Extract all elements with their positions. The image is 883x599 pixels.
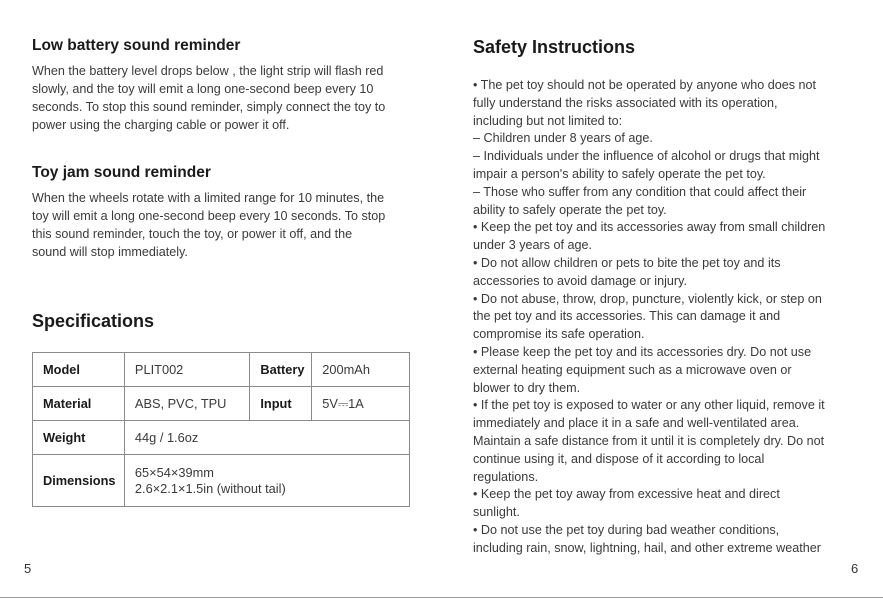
low-battery-text	[32, 62, 422, 134]
low-battery-line: power using the charging cable or power it off.	[32, 118, 290, 132]
safety-line: impair a person's ability to safely operate the pet toy.	[473, 166, 766, 181]
specifications-table	[32, 352, 410, 507]
weight-label: Weight	[33, 421, 125, 455]
safety-line: including rain, snow, lightning, hail, and other extreme weather	[473, 540, 821, 555]
low-battery-line: When the battery level drops below , the light strip will flash red	[32, 64, 384, 78]
safety-line: ability to safely operate the pet toy.	[473, 202, 667, 217]
dimensions-value	[124, 455, 409, 507]
toy-jam-text	[32, 189, 422, 261]
bottom-divider	[0, 597, 883, 598]
safety-line: fully understand the risks associated with its operation,	[473, 95, 778, 110]
safety-line: regulations.	[473, 469, 539, 484]
battery-label: Battery	[250, 353, 312, 387]
toy-jam-line: sound will stop immediately.	[32, 245, 188, 259]
toy-jam-line: toy will emit a long one-second beep every 10 seconds. To stop	[32, 209, 386, 223]
table-row	[33, 353, 410, 387]
safety-line: – Those who suffer from any condition that could affect their	[473, 184, 807, 199]
page-number-right: 6	[851, 561, 859, 576]
left-page	[0, 0, 441, 599]
safety-line: accessories to avoid damage or injury.	[473, 273, 687, 288]
safety-line: Maintain a safe distance from it until it is completely dry. Do not	[473, 433, 825, 448]
low-battery-heading: Low battery sound reminder	[32, 37, 241, 54]
safety-line: – Individuals under the influence of alcohol or drugs that might	[473, 149, 820, 164]
safety-line: – Children under 8 years of age.	[473, 131, 653, 146]
low-battery-line: slowly, and the toy will emit a long one-second beep every 10	[32, 82, 374, 96]
dimensions-imperial: 2.6×2.1×1.5in (without tail)	[134, 480, 286, 496]
page-number-left: 5	[24, 561, 32, 576]
safety-line: • The pet toy should not be operated by anyone who does not	[473, 78, 817, 92]
weight-value: 44g / 1.6oz	[124, 421, 409, 455]
safety-line: • If the pet toy is exposed to water or any other liquid, remove it	[473, 398, 825, 413]
safety-line: compromise its safe operation.	[473, 327, 645, 342]
safety-line: continue using it, and dispose of it according to local	[473, 451, 765, 466]
safety-line: under 3 years of age.	[473, 238, 593, 253]
toy-jam-line: When the wheels rotate with a limited range for 10 minutes, the	[32, 191, 385, 205]
low-battery-line: seconds. To stop this sound reminder, simply connect the toy to	[32, 100, 386, 114]
dimensions-metric: 65×54×39mm	[134, 464, 214, 480]
right-page	[441, 0, 883, 599]
safety-line: • Keep the pet toy away from excessive heat and direct	[473, 487, 780, 502]
battery-value: 200mAh	[312, 353, 410, 387]
table-row	[33, 455, 410, 507]
safety-line: • Keep the pet toy and its accessories away from small children	[473, 220, 826, 235]
model-label: Model	[33, 353, 125, 387]
input-value: 5V⎓1A	[312, 387, 410, 421]
safety-line: • Do not abuse, throw, drop, puncture, violently kick, or step on	[473, 291, 822, 306]
safety-line: • Please keep the pet toy and its accessories dry. Do not use	[473, 344, 812, 359]
material-value: ABS, PVC, TPU	[124, 387, 249, 421]
table-row	[33, 421, 410, 455]
input-label: Input	[250, 387, 312, 421]
toy-jam-line: this sound reminder, touch the toy, or power it off, and the	[32, 227, 353, 241]
safety-line: blower to dry them.	[473, 380, 581, 395]
safety-line: external heating equipment such as a microwave oven or	[473, 362, 792, 377]
dimensions-label: Dimensions	[33, 455, 125, 507]
safety-heading: Safety Instructions	[473, 37, 636, 57]
safety-line: sunlight.	[473, 505, 520, 520]
safety-line: • Do not allow children or pets to bite the pet toy and its	[473, 255, 781, 270]
table-row	[33, 387, 410, 421]
safety-line: the pet toy and its accessories. This can damage it and	[473, 309, 781, 324]
safety-line: • Do not use the pet toy during bad weather conditions,	[473, 522, 780, 537]
safety-line: including but not limited to:	[473, 113, 623, 128]
safety-list	[473, 77, 857, 558]
specifications-heading: Specifications	[32, 311, 155, 331]
safety-line: immediately and place it in a safe and well-ventilated area.	[473, 416, 800, 431]
model-value: PLIT002	[124, 353, 249, 387]
material-label: Material	[33, 387, 125, 421]
toy-jam-heading: Toy jam sound reminder	[32, 164, 211, 181]
